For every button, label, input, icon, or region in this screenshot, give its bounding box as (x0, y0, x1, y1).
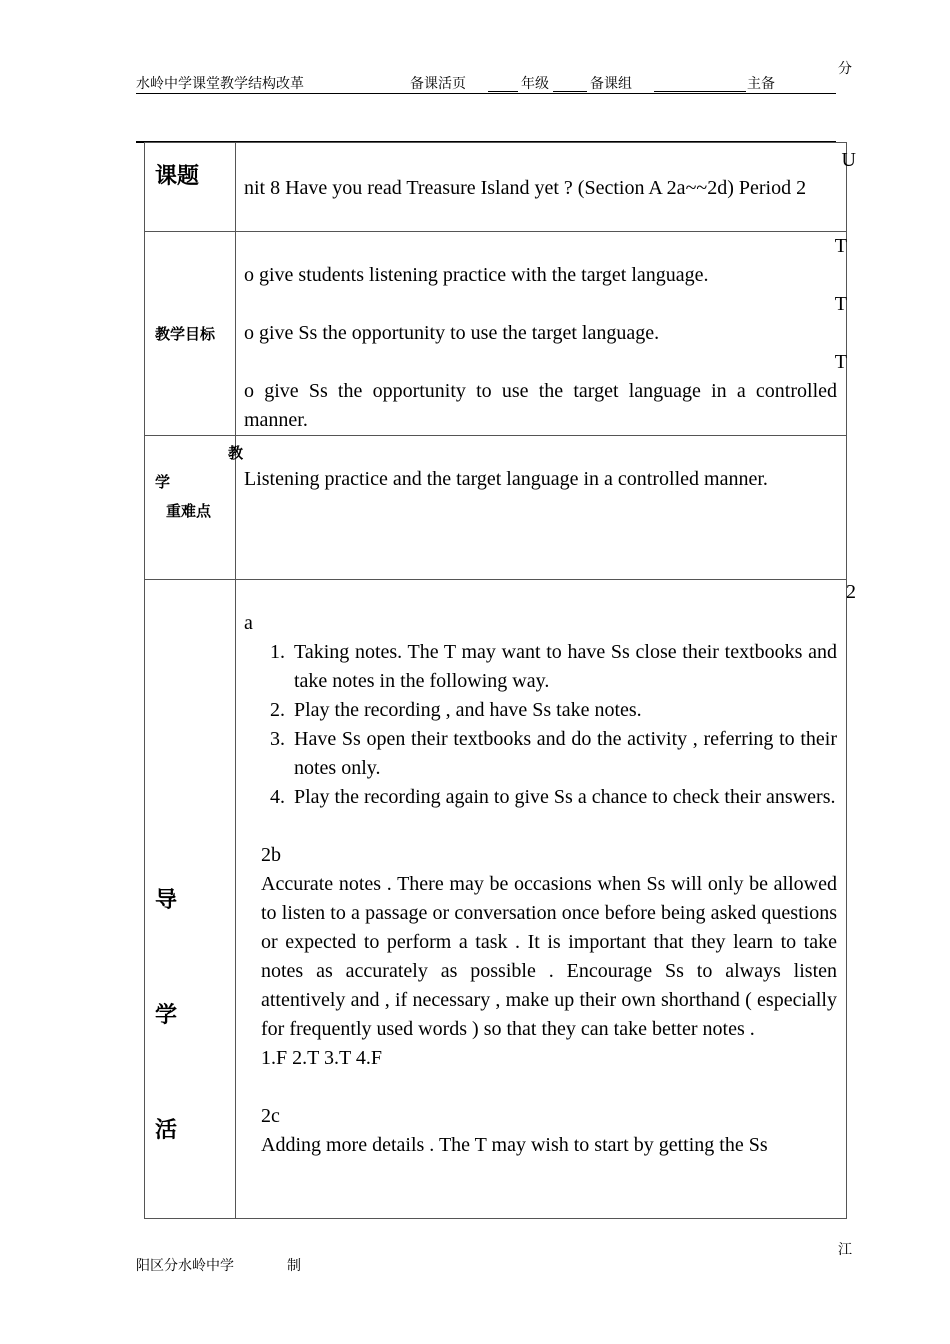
header-grade-label: 年级 (521, 77, 549, 92)
objectives-label-cell (145, 232, 236, 436)
objective-2-text: o give Ss the opportunity to use the target language. (244, 322, 660, 344)
objective-3-text: o give Ss the opportunity to use the target language in a controlled manner. (244, 380, 837, 431)
topic-content-cell (236, 143, 856, 232)
activities-label-cell (145, 580, 236, 1219)
key-points-label-1: 教 (228, 444, 244, 462)
steps-list (244, 638, 837, 812)
header-main-prep-label: 主备 (747, 77, 775, 92)
objective-1-text: o give students listening practice with the target language. (244, 264, 709, 286)
activities-label-char-1: 导 (155, 888, 178, 913)
topic-text: nit 8 Have you read Treasure Island yet ? (Section A 2a~~2d) Period 2 (244, 177, 807, 199)
activities-label-char-2: 学 (155, 1003, 178, 1028)
objective-1-margin-letter: T (834, 235, 847, 257)
key-points-label-3: 重难点 (166, 502, 212, 520)
footer-corner-char: 江 (838, 1243, 852, 1258)
key-points-label-cell (145, 436, 244, 580)
objective-2-margin-letter: T (834, 293, 847, 315)
section-a-label: a (244, 612, 253, 634)
section-2c-text: Adding more details . The T may wish to start by getting the Ss (261, 1134, 768, 1156)
section-2b-answers: 1.F 2.T 3.T 4.F (261, 1047, 382, 1069)
header-rule (136, 93, 836, 94)
section-2b-text: Accurate notes . There may be occasions when Ss will only be allowed to listen to a passage or conversation once before being asked questions or expected to perform a task . It is important that they learn to take notes as accurately as possible . Encourage Ss to always listen attentively and , if necessary , make up their own shorthand ( especially for frequently used words ) so that they can take better notes . (261, 873, 837, 1040)
objectives-label: 教学目标 (155, 325, 216, 343)
step-item: 2. Play the recording , and have Ss take notes. (290, 696, 837, 725)
objectives-content-cell (236, 232, 847, 436)
activities-row (145, 580, 847, 1219)
key-points-label-2: 学 (155, 473, 171, 491)
topic-margin-letter: U (841, 149, 856, 171)
footer-school: 阳区分水岭中学 (136, 1259, 234, 1274)
key-points-content-cell (236, 436, 847, 580)
school-title: 水岭中学课堂教学结构改革 (136, 77, 304, 92)
step-item: 4. Play the recording again to give Ss a chance to check their answers. (290, 783, 837, 812)
main-prep-blank (654, 78, 746, 92)
header-corner-char: 分 (838, 62, 852, 77)
activities-content-cell (236, 580, 856, 1219)
key-points-row (145, 436, 847, 580)
lesson-plan-table (144, 142, 856, 1219)
step-item: 3. Have Ss open their textbooks and do the activity , referring to their notes only. (290, 725, 837, 783)
step-item: 1. Taking notes. The T may want to have Ss close their textbooks and take notes in the following way. (290, 638, 837, 696)
topic-row (145, 143, 847, 232)
topic-label-cell (145, 143, 236, 232)
objective-3-margin-letter: T (834, 351, 847, 373)
grade-blank (488, 78, 518, 92)
header-group-label: 备课组 (590, 77, 632, 92)
header-page-label: 备课活页 (410, 77, 466, 92)
activities-label-char-3: 活 (155, 1118, 178, 1143)
group-blank (553, 78, 587, 92)
section-2c-title: 2c (261, 1105, 280, 1127)
section-2b-title: 2b (261, 844, 281, 866)
activities-margin-letter: 2 (846, 581, 856, 603)
objectives-row (145, 232, 847, 436)
key-points-text: Listening practice and the target language in a controlled manner. (244, 468, 768, 490)
footer-made: 制 (287, 1259, 301, 1274)
topic-label: 课题 (155, 164, 200, 189)
